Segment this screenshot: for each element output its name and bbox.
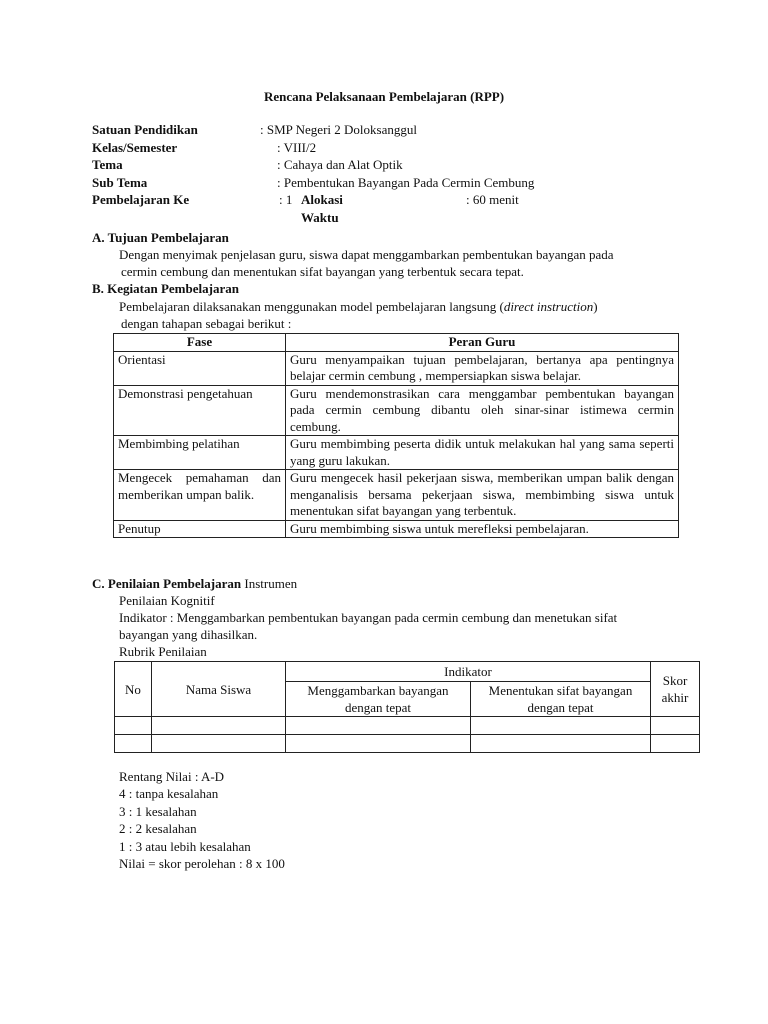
peran-cell: Guru mendemonstrasikan cara menggambar pembentukan bayangan pada cermin cembung dibantu oleh sinar-sinar istimewa cermin cembung. — [286, 385, 679, 436]
header-skor-akhir: Skor akhir — [651, 662, 700, 717]
rentang-1: 1 : 3 atau lebih kesalahan — [119, 839, 251, 854]
identity-row-subtema — [92, 174, 692, 192]
penilaian-kognitif: Penilaian Kognitif — [119, 593, 215, 608]
alokasi-value: : 60 menit — [466, 192, 519, 207]
fase-cell: Membimbing pelatihan — [114, 436, 286, 470]
rubrik-header-row — [115, 662, 700, 682]
subtema-value: : Pembentukan Bayangan Pada Cermin Cembung — [277, 174, 535, 190]
rubrik-table — [114, 661, 700, 753]
header-indikator-2: Menentukan sifat bayangan dengan tepat — [471, 682, 651, 717]
tema-value: : Cahaya dan Alat Optik — [277, 157, 403, 172]
identity-row-satuan — [92, 121, 692, 139]
empty-cell — [286, 717, 471, 735]
fase-cell: Demonstrasi pengetahuan — [114, 385, 286, 436]
peran-cell: Guru membimbing peserta didik untuk melakukan hal yang sama seperti yang guru lakukan. — [286, 436, 679, 470]
header-peran-guru: Peran Guru — [286, 334, 679, 352]
table-row — [114, 351, 679, 385]
empty-cell — [471, 717, 651, 735]
section-b-line2: dengan tahapan sebagai berikut : — [121, 316, 292, 331]
table-row — [115, 735, 700, 753]
kelas-value: : VIII/2 — [277, 139, 317, 155]
section-c-heading-rest: Instrumen — [241, 576, 298, 591]
subtema-label: Sub Tema — [92, 174, 148, 190]
empty-cell — [152, 735, 286, 753]
section-a-line2: cermin cembung dan menentukan sifat bayangan yang terbentuk secara tepat. — [121, 264, 524, 279]
tema-label: Tema — [92, 157, 123, 172]
fase-cell: Orientasi — [114, 351, 286, 385]
section-a-heading: A. Tujuan Pembelajaran — [92, 230, 229, 245]
rentang-3: 3 : 1 kesalahan — [119, 804, 197, 819]
section-c-heading-bold: C. Penilaian Pembelajaran — [92, 576, 242, 591]
header-indikator: Indikator — [286, 662, 651, 682]
indikator-line1: Indikator : Menggambarkan pembentukan bayangan pada cermin cembung dan menetukan sifat — [119, 610, 618, 625]
empty-cell — [651, 735, 700, 753]
alokasi-label: Alokasi Waktu — [301, 192, 343, 225]
peran-cell: Guru menyampaikan tujuan pembelajaran, bertanya apa pentingnya belajar cermin cembung , mempersiapkan siswa belajar. — [286, 351, 679, 385]
section-b-line1 — [119, 298, 709, 316]
section-c-heading — [92, 575, 297, 593]
section-b-line1-post: ) — [593, 299, 598, 314]
section-b-line1-pre: Pembelajaran dilaksanakan menggunakan model pembelajaran langsung ( — [119, 299, 504, 314]
header-nama-siswa: Nama Siswa — [152, 662, 286, 717]
satuan-value: : SMP Negeri 2 Doloksanggul — [260, 122, 417, 137]
table-row — [114, 436, 679, 470]
table-row — [115, 717, 700, 735]
table-row — [114, 470, 679, 521]
pembelajaran-label: Pembelajaran Ke — [92, 192, 190, 207]
empty-cell — [651, 717, 700, 735]
nilai-formula: Nilai = skor perolehan : 8 x 100 — [119, 856, 285, 871]
kegiatan-table — [113, 333, 679, 538]
header-no: No — [115, 662, 152, 717]
kelas-label: Kelas/Semester — [92, 139, 178, 155]
rentang-nilai: Rentang Nilai : A-D — [119, 769, 225, 784]
empty-cell — [471, 735, 651, 753]
satuan-label: Satuan Pendidikan — [92, 122, 198, 137]
identity-block — [92, 121, 692, 225]
table-row — [114, 520, 679, 538]
rentang-2: 2 : 2 kesalahan — [119, 821, 197, 836]
empty-cell — [115, 717, 152, 735]
table-row — [114, 385, 679, 436]
kegiatan-table-header — [114, 334, 679, 352]
section-a-line1: Dengan menyimak penjelasan guru, siswa dapat menggambarkan pembentukan bayangan pada — [119, 247, 614, 262]
identity-row-tema — [92, 156, 692, 174]
peran-cell: Guru membimbing siswa untuk merefleksi pembelajaran. — [286, 520, 679, 538]
header-fase: Fase — [114, 334, 286, 352]
empty-cell — [152, 717, 286, 735]
rentang-4: 4 : tanpa kesalahan — [119, 786, 219, 801]
indikator-line2: bayangan yang dihasilkan. — [119, 627, 258, 642]
section-b-line1-italic: direct instruction — [503, 299, 594, 314]
section-b-heading: B. Kegiatan Pembelajaran — [92, 281, 239, 296]
header-indikator-1: Menggambarkan bayangan dengan tepat — [286, 682, 471, 717]
identity-row-kelas — [92, 139, 692, 157]
fase-cell: Mengecek pemahaman dan memberikan umpan balik. — [114, 470, 286, 521]
empty-cell — [286, 735, 471, 753]
rubrik-penilaian: Rubrik Penilaian — [119, 644, 207, 659]
empty-cell — [115, 735, 152, 753]
fase-cell: Penutup — [114, 520, 286, 538]
peran-cell: Guru mengecek hasil pekerjaan siswa, memberikan umpan balik dengan menganalisis bersama pekerjaan siswa, membimbing siswa untuk menentukan sifat bayangan yang terbentuk. — [286, 470, 679, 521]
page-title: Rencana Pelaksanaan Pembelajaran (RPP) — [263, 89, 505, 104]
pembelajaran-value: : 1 — [279, 192, 293, 207]
identity-row-pembelajaran — [92, 191, 692, 225]
